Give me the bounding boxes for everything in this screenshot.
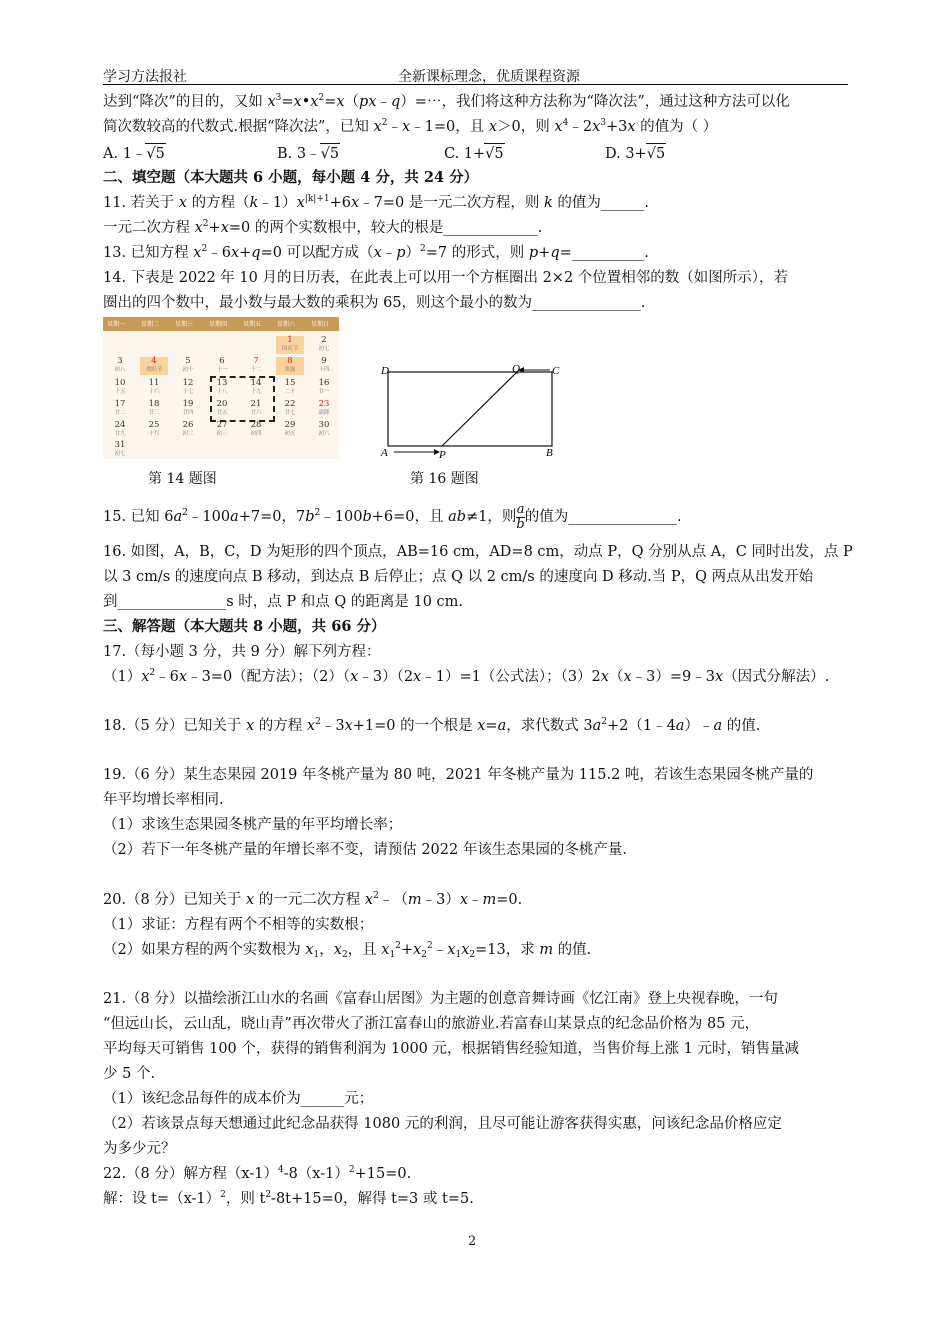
q10-option-a: A. 1﹣√5 <box>103 143 166 164</box>
calendar-day: 3 初八 <box>114 356 126 373</box>
calendar-day: 22 廿七 <box>284 399 296 416</box>
calendar-day: 30 初六 <box>318 420 330 437</box>
q18: 18.（5 分）已知关于 x 的方程 $x^2﹣3x+1=0$ 的一个根是 x=a，求代数式 $3a^2+2(1﹣4a)﹣a$ 的值. <box>103 717 761 734</box>
q10-option-b: B. 3﹣√5 <box>277 143 340 164</box>
q21-line5: （1）该纪念品每件的成本价为______元； <box>103 1091 374 1107</box>
rectangle-figure <box>376 360 566 460</box>
calendar-selection-box <box>210 376 275 422</box>
section-2-heading: 二、填空题（本大题共 6 小题，每小题 4 分，共 24 分） <box>103 169 479 186</box>
calendar-day: 2 初七 <box>318 335 330 352</box>
calendar-day: 12 十七 <box>182 378 194 395</box>
caption-q16: 第 16 题图 <box>410 471 479 487</box>
header-left: 学习方法报社 <box>103 69 187 85</box>
calendar-day: 20 廿五 <box>216 399 228 416</box>
q20-line1: 20.（8 分）已知关于 x 的一元二次方程 $x^2﹣(m﹣3)x﹣m=0$. <box>103 891 523 908</box>
q22-line2: 解：设 $t=(x-1)^2$，则 $t^2-8t+15=0$，解得 t=3 或 t=5. <box>103 1190 474 1207</box>
q17-line1: 17.（每小题 3 分，共 9 分）解下列方程： <box>103 644 381 660</box>
calendar-weekday-bar <box>103 317 339 331</box>
label-q: Q <box>512 363 520 375</box>
q22-line1: 22.（8 分）解方程$(x-1)^4-8(x-1)^2+15=0$. <box>103 1165 412 1182</box>
q19-line4: （2）若下一年冬桃产量的年增长率不变，请预估 2022 年该生态果园的冬桃产量. <box>103 842 627 858</box>
label-a: A <box>381 447 388 459</box>
q20-line2: （1）求证：方程有两个不相等的实数根； <box>103 917 374 933</box>
q13: 13. 已知方程 $x^2﹣6x+q=0$ 可以配方成（x﹣p）$^2$=7 的形式，则 p+q=__________. <box>103 244 649 261</box>
calendar-figure <box>103 317 339 459</box>
q21-line3: 平均每天可销售 100 个，获得的销售利润为 1000 元，根据销售经验知道，当售价每上涨 1 元时，销售量减 <box>103 1041 799 1057</box>
q21-line1: 21.（8 分）以描绘浙江山水的名画《富春山居图》为主题的创意音舞诗画《忆江南》登上央视春晚，一句 <box>103 991 778 1007</box>
weekday-label: 星期三 <box>175 321 194 328</box>
page-header <box>103 66 848 85</box>
q16-line3: 到_______________s 时，点 P 和点 Q 的距离是 10 cm. <box>103 594 464 610</box>
q19-line2: 年平均增长率相同. <box>103 792 224 808</box>
calendar-day: 31 初七 <box>114 440 126 457</box>
q21-line7: 为多少元？ <box>103 1141 176 1157</box>
q16-line1: 16. 如图，A，B，C，D 为矩形的四个顶点，AB=16 cm，AD=8 cm，动点 P，Q 分别从点 A，C 同时出发，点 P <box>103 544 853 560</box>
calendar-day: 4 重阳节 <box>140 357 168 375</box>
calendar-day: 9 十四 <box>318 356 330 373</box>
calendar-day: 8 寒露 <box>276 357 304 375</box>
q19-line1: 19.（6 分）某生态果园 2019 年冬桃产量为 80 吨，2021 年冬桃产量为 115.2 吨，若该生态果园冬桃产量的 <box>103 767 814 783</box>
calendar-day: 1 国庆节 <box>276 336 304 354</box>
header-center: 全新课标理念，优质课程资源 <box>398 69 580 85</box>
q14-line1: 14. 下表是 2022 年 10 月的日历表，在此表上可以用一个方框圈出 2×2 个位置相邻的数（如图所示），若 <box>103 270 789 286</box>
q21-line6: （2）若该景点每天想通过此纪念品获得 1080 元的利润，且尽可能让游客获得实惠，问该纪念品价格应定 <box>103 1116 782 1132</box>
calendar-day: 18 廿三 <box>148 399 160 416</box>
weekday-label: 星期二 <box>141 321 160 328</box>
calendar-day: 14 十九 <box>250 378 262 395</box>
weekday-label: 星期日 <box>311 321 330 328</box>
q21-line2: “但远山长，云山乱，晓山青”再次带火了浙江富春山的旅游业.若富春山某景点的纪念品价格为 85 元， <box>103 1016 760 1032</box>
q19-line3: （1）求该生态果园冬桃产量的年平均增长率； <box>103 817 403 833</box>
calendar-day: 26 初二 <box>182 420 194 437</box>
q14-line2: 圈出的四个数中，最小数与最大数的乘积为 65，则这个最小的数为_______________. <box>103 295 646 311</box>
q17-line2: $(1)x^2﹣6x﹣3=0$（配方法）；（2）（x﹣3）（2x﹣1）=1（公式法）；（3）2x（x﹣3）=9﹣3x（因式分解法）. <box>103 668 830 685</box>
page-number: 2 <box>468 1234 477 1249</box>
rectangle-abcd <box>388 372 552 446</box>
q10-line1: 达到“降次”的目的，又如 $x^3=x•x^2=x(px﹣q)=\cdots$，我们将这种方法称为“降次法”，通过这种方法可以化 <box>103 93 790 110</box>
calendar-day: 17 廿二 <box>114 399 126 416</box>
calendar-day: 29 初五 <box>284 420 296 437</box>
calendar-day: 7 十二 <box>250 356 262 373</box>
q15: 15. 已知 $6a^2﹣100a+7=0$，$7b^2﹣100b+6=0$，且 ab≠1，则 $\frac{a}{b}$ 的值为_______________. <box>103 501 682 532</box>
segment-pq <box>442 372 517 446</box>
label-d: D <box>381 365 389 377</box>
calendar-day: 13 十八 <box>216 378 228 395</box>
q10-line2: 简次数较高的代数式.根据“降次法”，已知 $x^2﹣x﹣1=0$，且 x＞0，则 $x^4﹣2x^3+3x$ 的值为（ ） <box>103 118 718 135</box>
q11: 11. 若关于 x 的方程$(k﹣1)x^{|k|+1}+6x﹣7=0$ 是一元二次方程，则 k 的值为______. <box>103 194 649 211</box>
weekday-label: 星期四 <box>209 321 228 328</box>
q10-option-d: D. 3+√5 <box>605 143 666 164</box>
q21-line4: 少 5 个. <box>103 1066 156 1082</box>
weekday-label: 星期一 <box>107 321 126 328</box>
calendar-day: 6 十一 <box>216 356 228 373</box>
q12: 一元二次方程 $x^2+x=0$ 的两个实数根中，较大的根是_____________. <box>103 219 543 236</box>
q20-line3: （2）如果方程的两个实数根为 $x_1$，$x_2$，且 $x_1^2+x_2^2﹣x_1x_2=13$，求 m 的值. <box>103 941 592 960</box>
calendar-day: 10 十五 <box>114 378 126 395</box>
q10-option-c: C. 1+√5 <box>444 143 505 164</box>
calendar-day: 11 十六 <box>148 378 160 395</box>
calendar-day: 28 初四 <box>250 420 262 437</box>
calendar-day: 19 廿四 <box>182 399 194 416</box>
label-c: C <box>552 365 560 377</box>
calendar-day: 25 十月 <box>148 420 160 437</box>
caption-q14: 第 14 题图 <box>148 471 217 487</box>
label-b: B <box>546 447 553 459</box>
calendar-day: 23 霜降 <box>318 399 330 416</box>
calendar-day: 5 初十 <box>182 356 194 373</box>
weekday-label: 星期六 <box>277 321 296 328</box>
calendar-day: 16 廿一 <box>318 378 330 395</box>
calendar-day: 24 廿九 <box>114 420 126 437</box>
calendar-day: 15 二十 <box>284 378 296 395</box>
calendar-day: 27 初三 <box>216 420 228 437</box>
q16-line2: 以 3 cm/s 的速度向点 B 移动，到达点 B 后停止；点 Q 以 2 cm/s 的速度向 D 移动.当 P，Q 两点从出发开始 <box>103 569 814 585</box>
weekday-label: 星期五 <box>243 321 262 328</box>
calendar-day: 21 廿六 <box>250 399 262 416</box>
section-3-heading: 三、解答题（本大题共 8 小题，共 66 分） <box>103 618 386 635</box>
label-p: P <box>439 449 446 460</box>
